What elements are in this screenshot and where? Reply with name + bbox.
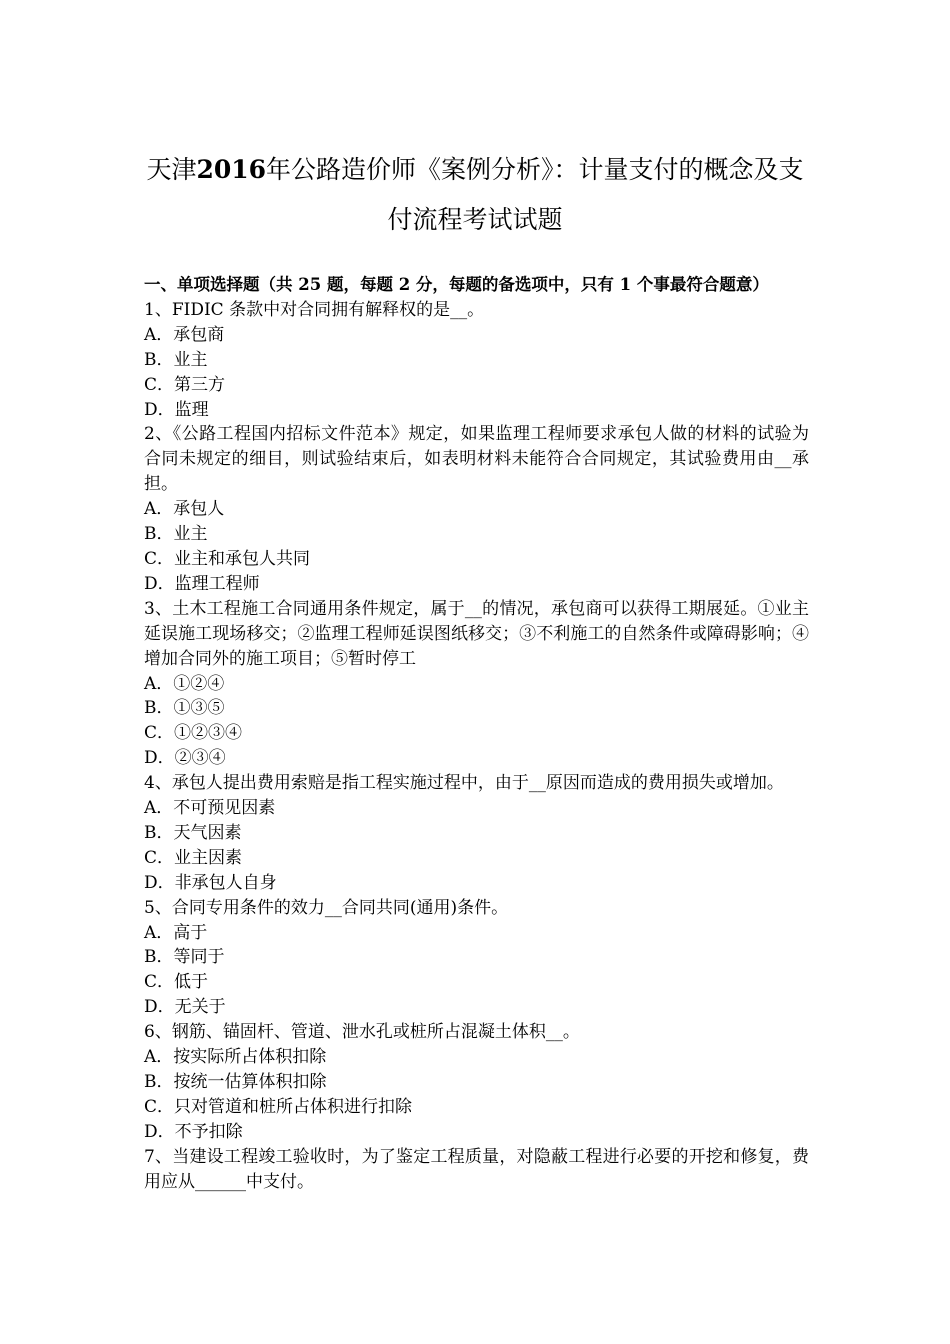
question-stem: 1、FIDIC 条款中对合同拥有解释权的是__。 [144,299,485,320]
question-4 [144,771,809,896]
title-year: 2016 [196,155,267,184]
option-c: C．低于 [144,972,209,993]
section-heading: 一、单项选择题（共 25 题，每题 2 分，每题的备选项中，只有 1 个事最符合题意） [144,275,769,294]
option-b: B．等同于 [144,947,225,968]
option-a: A．承包商 [144,324,225,345]
option-a: A．①②④ [144,673,225,694]
option-d: D．无关于 [144,997,226,1018]
option-d: D．监理 [144,399,209,420]
option-b: B．天气因素 [144,822,242,843]
question-stem: 4、承包人提出费用索赔是指工程实施过程中，由于__原因而造成的费用损失或增加。 [144,773,784,794]
option-c: C．第三方 [144,374,226,395]
option-a: A．按实际所占体积扣除 [144,1047,327,1068]
option-c: C．业主和承包人共同 [144,548,311,569]
question-stem: 7、当建设工程竣工验收时，为了鉴定工程质量，对隐蔽工程进行必要的开挖和修复，费用应从______中支付。 [144,1146,809,1192]
option-b: B．业主 [144,349,208,370]
question-3 [144,597,809,771]
question-stem: 2、《公路工程国内招标文件范本》规定，如果监理工程师要求承包人做的材料的试验为合同未规定的细目，则试验结束后，如表明材料未能符合合同规定，其试验费用由__承担。 [144,424,809,495]
option-c: C．只对管道和桩所占体积进行扣除 [144,1096,413,1117]
option-b: B．按统一估算体积扣除 [144,1072,327,1092]
option-d: D．监理工程师 [144,573,260,594]
question-1 [144,298,809,423]
option-d: D．不予扣除 [144,1121,243,1142]
option-c: C．业主因素 [144,847,243,868]
option-d: D．②③④ [144,748,226,769]
option-a: A．高于 [144,922,208,943]
question-5 [144,896,809,1021]
option-b: B．业主 [144,524,208,545]
option-c: C．①②③④ [144,723,243,744]
question-stem: 3、土木工程施工合同通用条件规定，属于__的情况，承包商可以获得工期展延。①业主延误施工现场移交；②监理工程师延误图纸移交；③不利施工的自然条件或障碍影响；④增加合同外的施工项目；⑤暂时停工 [144,598,809,669]
question-stem: 6、钢筋、锚固杆、管道、泄水孔或桩所占混凝土体积__。 [144,1022,580,1043]
title-line-1 [110,145,840,195]
option-a: A．不可预见因素 [144,798,276,819]
question-stem: 5、合同专用条件的效力__合同共同(通用)条件。 [144,897,509,918]
document-title [110,145,840,245]
title-line-1-rest: 年公路造价师《案例分析》：计量支付的概念及支 [266,155,804,184]
title-prefix: 天津 [146,155,197,184]
option-a: A．承包人 [144,499,225,520]
document-body [144,273,809,1195]
question-2 [144,422,809,596]
option-d: D．非承包人自身 [144,872,277,893]
question-6 [144,1020,809,1145]
title-line-2: 付流程考试试题 [387,205,563,234]
question-7 [144,1145,809,1195]
option-b: B．①③⑤ [144,698,225,719]
